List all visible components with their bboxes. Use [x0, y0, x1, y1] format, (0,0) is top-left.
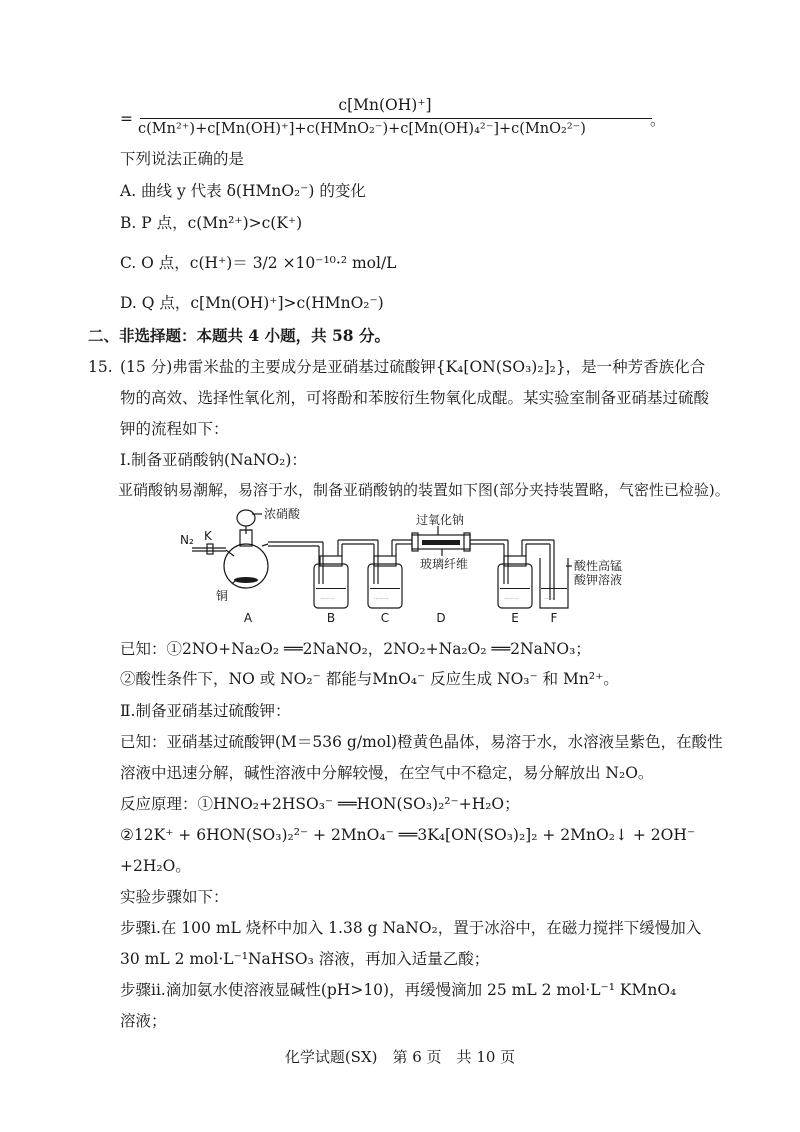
part1-description: 亚硝酸钠易潮解，易溶于水，制备亚硝酸钠的装置如下图(部分夹持装置略，气密性已检验)。: [118, 481, 730, 499]
formula-denominator: c(Mn²⁺)+c[Mn(OH)⁺]+c(HMnO₂⁻)+c[Mn(OH)₄²⁻]+c(MnO₂²⁻): [138, 121, 586, 137]
part2-title: Ⅱ.制备亚硝基过硫酸钾：: [120, 702, 291, 720]
letter-c: C: [380, 611, 390, 625]
steps-title: 实验步骤如下：: [120, 888, 229, 906]
formula-period: 。: [650, 111, 666, 129]
formula-equals: =: [120, 110, 133, 128]
letter-f: F: [550, 611, 558, 625]
label-conc-nitric-acid: 浓硝酸: [264, 507, 301, 521]
svg-text:⋯⋯⋯: ⋯⋯⋯: [374, 596, 389, 602]
label-valve-k: K: [204, 529, 212, 543]
label-kmno4-line1: 酸性高锰: [574, 559, 623, 573]
svg-text:⋯⋯⋯: ⋯⋯⋯: [504, 596, 519, 602]
label-glass-fiber: 玻璃纤维: [420, 557, 469, 571]
label-kmno4-line2: 酸钾溶液: [574, 573, 623, 587]
intro-line-3: 钾的流程如下：: [120, 420, 229, 438]
fraction-bar: [140, 118, 652, 119]
formula-numerator: c[Mn(OH)⁺]: [338, 96, 432, 114]
letter-d: D: [436, 611, 446, 625]
letter-a: A: [243, 611, 253, 625]
letter-e: E: [511, 611, 519, 625]
step-2-line-1: 步骤ⅱ.滴加氨水使溶液显碱性(pH>10)，再缓慢滴加 25 mL 2 mol·L⁻¹ KMnO₄: [120, 981, 677, 999]
part1-title: Ⅰ.制备亚硝酸钠(NaNO₂)：: [120, 451, 307, 469]
step-2-line-2: 溶液；: [120, 1012, 167, 1030]
reaction-2-line-2: +2H₂O。: [120, 857, 191, 875]
question-prompt: 下列说法正确的是: [120, 150, 245, 168]
label-copper: 铜: [216, 589, 229, 603]
label-sodium-peroxide: 过氧化钠: [416, 513, 465, 527]
step-1-line-1: 步骤ⅰ.在 100 mL 烧杯中加入 1.38 g NaNO₂，置于冰浴中，在磁力搅拌下缓慢加入: [120, 919, 702, 937]
option-c: C. O 点，c(H⁺)＝ 3/2 ×10⁻¹⁰·² mol/L: [120, 254, 397, 272]
part2-known-line-2: 溶液中迅速分解，碱性溶液中分解较慢，在空气中不稳定，易分解放出 N₂O。: [120, 764, 654, 782]
svg-text:⋯⋯⋯: ⋯⋯⋯: [320, 596, 335, 602]
known-2: ②酸性条件下，NO 或 NO₂⁻ 都能与MnO₄⁻ 反应生成 NO₃⁻ 和 Mn²⁺。: [120, 670, 619, 688]
label-n2: N₂: [180, 533, 194, 547]
reaction-2-line-1: ②12K⁺ + 6HON(SO₃)₂²⁻ + 2MnO₄⁻ ══3K₄[ON(SO₃)₂]₂ + 2MnO₂↓ + 2OH⁻: [120, 826, 696, 844]
intro-line-1: (15 分)弗雷米盐的主要成分是亚硝基过硫酸钾{K₄[ON(SO₃)₂]₂}，是一种芳香族化合: [120, 358, 706, 376]
apparatus-diagram: [180, 504, 640, 626]
section-heading: 二、非选择题：本题共 4 小题，共 58 分。: [88, 326, 390, 345]
reaction-1: 反应原理：①HNO₂+2HSO₃⁻ ══HON(SO₃)₂²⁻+H₂O；: [120, 795, 520, 813]
letter-b: B: [326, 611, 336, 625]
known-1: 已知：①2NO+Na₂O₂ ══2NaNO₂，2NO₂+Na₂O₂ ══2NaNO₃；: [120, 640, 591, 658]
intro-line-2: 物的高效、选择性氧化剂，可将酚和苯胺衍生物氧化成醌。某实验室制备亚硝基过硫酸: [120, 389, 710, 407]
svg-text:⋯⋯: ⋯⋯: [544, 596, 554, 602]
step-1-line-2: 30 mL 2 mol·L⁻¹NaHSO₃ 溶液，再加入适量乙酸；: [120, 950, 490, 968]
part2-known-line-1: 已知：亚硝基过硫酸钾(M＝536 g/mol)橙黄色晶体，易溶于水，水溶液呈紫色，在酸性: [120, 733, 723, 751]
option-a: A. 曲线 y 代表 δ(HMnO₂⁻) 的变化: [120, 182, 366, 200]
option-b: B. P 点，c(Mn²⁺)>c(K⁺): [120, 214, 303, 232]
option-d: D. Q 点，c[Mn(OH)⁺]>c(HMnO₂⁻): [120, 294, 384, 312]
question-number: 15.: [88, 358, 113, 376]
page-footer: 化学试题(SX) 第 6 页 共 10 页: [284, 1048, 516, 1066]
